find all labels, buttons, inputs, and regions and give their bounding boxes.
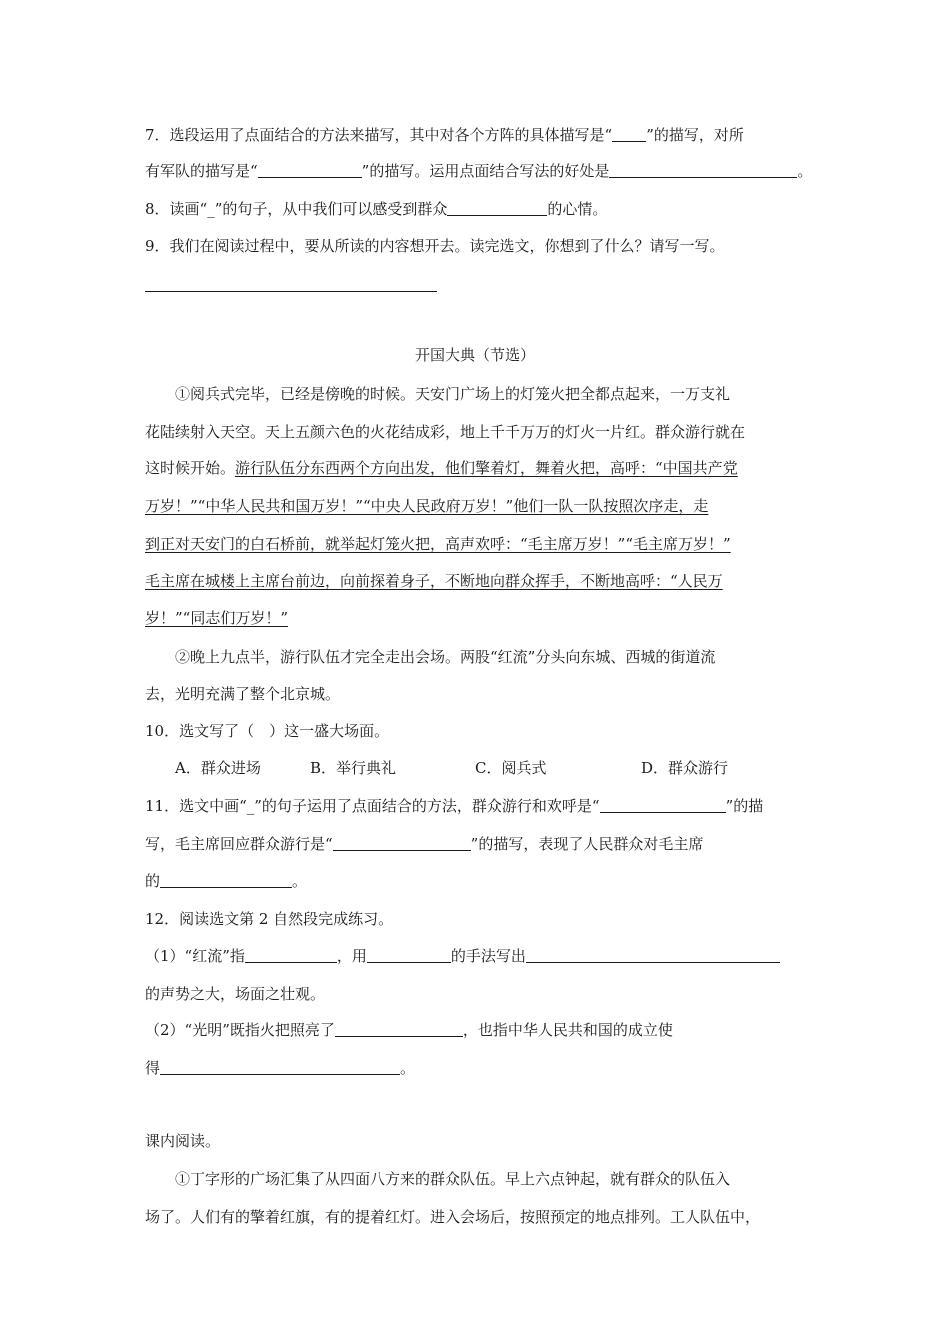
passage2-line-2: 场了。人们有的擎着红旗，有的提着红灯。进入会场后，按照预定的地点排列。工人队伍中， [145, 1208, 761, 1226]
passage2-line-1: ①丁字形的广场汇集了从四面八方来的群众队伍。早上六点钟起，就有群众的队伍入 [175, 1170, 731, 1188]
q9-answer-line[interactable] [145, 291, 437, 292]
q10-option-b[interactable]: B．举行典礼 [310, 759, 397, 777]
q11-blank-3[interactable] [160, 873, 292, 888]
q10-stem: 10．选文写了（ ）这一盛大场面。 [145, 722, 390, 740]
q10-option-a[interactable]: A．群众进场 [175, 759, 261, 777]
q12-2-blank-2[interactable] [160, 1060, 400, 1075]
underlined-sentence: 游行队伍分东西两个方向出发，他们擎着灯，舞着火把，高呼：“中国共产党 [235, 459, 738, 477]
q12-sub2-line-1: （2）“光明”既指火把照亮了 ，也指中华人民共和国的成立使 [145, 1021, 673, 1039]
p1-line-6: 毛主席在城楼上主席台前边，向前探着身子，不断地向群众挥手，不断地高呼：“人民万 [145, 572, 723, 590]
p1-line-5: 到正对天安门的白石桥前，就举起灯笼火把，高声欢呼：“毛主席万岁！”“毛主席万岁！” [145, 535, 731, 553]
q12-1-blank-2[interactable] [367, 948, 451, 963]
q9-line: 9．我们在阅读过程中，要从所读的内容想开去。读完选文，你想到了什么？请写一写。 [145, 237, 725, 255]
q11-line-2: 写，毛主席回应群众游行是“ ”的描写，表现了人民群众对毛主席 [145, 835, 704, 853]
q7-blank-2[interactable] [258, 163, 362, 178]
q11-line-1: 11．选文中画“_”的句子运用了点面结合的方法，群众游行和欢呼是“ ”的描 [145, 797, 764, 815]
q11-blank-1[interactable] [600, 798, 726, 813]
p1-line-2: 花陆续射入天空。天上五颜六色的火花结成彩，地上千千万万的灯火一片红。群众游行就在 [145, 423, 746, 441]
q8-blank[interactable] [447, 201, 547, 216]
passage1-title: 开国大典（节选） [414, 346, 535, 364]
q12-stem: 12．阅读选文第 2 自然段完成练习。 [145, 910, 394, 928]
q7-blank-1[interactable] [612, 127, 646, 142]
q11-blank-2[interactable] [333, 836, 471, 851]
passage2-heading: 课内阅读。 [145, 1132, 221, 1150]
q12-1-blank-1[interactable] [245, 948, 337, 963]
q12-sub1-line-1: （1）“红流”指 ，用 的手法写出 [145, 946, 780, 966]
q11-line-3: 的 。 [145, 872, 308, 890]
p1-line-3: 这时候开始。游行队伍分东西两个方向出发，他们擎着灯，舞着火把，高呼：“中国共产党 [145, 459, 738, 477]
p2-line-2: 去，光明充满了整个北京城。 [145, 685, 341, 703]
q12-sub1-line-2: 的声势之大，场面之壮观。 [145, 985, 326, 1003]
q7-blank-3[interactable] [609, 163, 797, 178]
q10-option-c[interactable]: C．阅兵式 [475, 759, 547, 777]
q12-sub2-line-2: 得 。 [145, 1059, 416, 1077]
p1-line-1: ①阅兵式完毕，已经是傍晚的时候。天安门广场上的灯笼火把全都点起来，一万支礼 [175, 385, 731, 403]
q12-2-blank-1[interactable] [335, 1022, 463, 1037]
q8-line: 8．读画“_”的句子，从中我们可以感受到群众 的心情。 [145, 200, 608, 218]
q12-1-blank-3[interactable] [526, 948, 780, 963]
p2-line-1: ②晚上九点半，游行队伍才完全走出会场。两股“红流”分头向东城、西城的街道流 [175, 648, 716, 666]
q7-line-1: 7．选段运用了点面结合的方法来描写，其中对各个方阵的具体描写是“ ”的描写，对所 [145, 126, 744, 144]
p1-line-7: 岁！”“同志们万岁！” [145, 609, 289, 627]
q10-option-d[interactable]: D．群众游行 [641, 759, 729, 777]
q7-line-2: 有军队的描写是“ ”的描写。运用点面结合写法的好处是 。 [145, 162, 813, 180]
p1-line-4: 万岁！”“中华人民共和国万岁！”“中央人民政府万岁！”他们一队一队按照次序走，走 [145, 497, 709, 515]
